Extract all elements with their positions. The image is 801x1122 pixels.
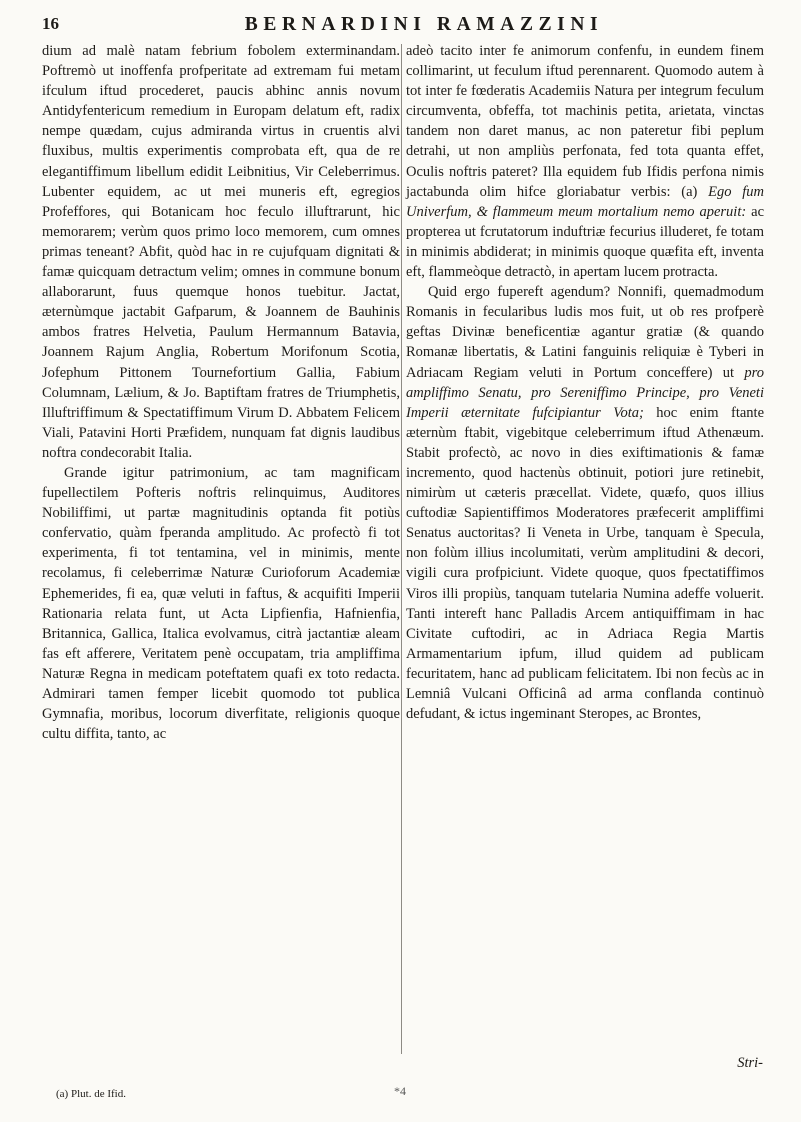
left-column <box>42 41 400 744</box>
footnote-reference: (a) <box>681 183 698 200</box>
vota-phrase: pro ampliffimo Senatu, pro Sereniffimo Principe, pro Veneti Imperii æternitate fufcipiantur Vota; <box>406 364 765 421</box>
page-header <box>42 14 764 38</box>
right-paragraph-2-text-b: hoc enim ftante æternùm ftabit, vigebitque celeberrimum iftud Athenæum. Stabit profectò, ac novo in dies exiftimationis & famæ incremento, quod hactenùs obtinuit, potiori jure retinebit, nimirùm ut cæteris præcellat. Videte, quæfo, quos illius cuftodiæ Sapientiffimos Moderatores præfecerit ampliffimi Senatus auctoritas? Ii Veneta in Urbe, tanquam è Specula, non folùm illius incolumitati, verùm amplitudini & decori, vigili cura profpiciunt. Videte quoque, quos fpectatiffimos Viros illi propiùs, tanquam tutelaria Numina adeffe voluerit. Tanti intereft hanc Palladis Arcem antiquiffimam in hac Civitate cuftodiri, ac in Adriaca Regia Martis Armamentarium ipfum, illud quidem ad publicam fecuritatem, hanc ad publicam felicitatem. Ibi non fecùs ac in Lemniâ Vulcani Officinâ ad arma conflanda continuò defudant, & ictus ingeminant Steropes, ac Brontes, <box>406 404 764 723</box>
right-paragraph-2-text-a: Quid ergo fupereft agendum? Nonnifi, quemadmodum Romanis in fecularibus ludis mos fuit, ut ob res profperè geftas Divinæ beneficentiæ agantur gratiæ (& quando Romanæ libertatis, & Latini fanguinis reliquiæ è Tyberi in Adriacam Regiam veluti in Portum conceffere) ut <box>406 284 764 381</box>
catchword: Stri- <box>737 1055 763 1071</box>
right-paragraph-1-text-a: adeò tacito inter fe animorum confenfu, in eundem finem collimarint, ut feculum iftud perennarent. Quomodo autem à tot inter fe fœderatis Academiis Natura per integrum feculum circumventa, obfeffa, tot machinis petita, arietata, vinctas tandem non daret manus, ac non pateretur fibi peplum detrahi, ut non ampliùs perfonata, fed tota quanta effet, Oculis noftris pateret? Illa equidem fub Ifidis perfona nimis jactabunda olim hifce gloriabatur verbis: <box>406 43 764 200</box>
right-paragraph-2 <box>406 282 764 724</box>
right-column <box>406 41 764 724</box>
footnote: (a) Plut. de Ifid. <box>56 1088 126 1100</box>
running-head: BERNARDINI RAMAZZINI <box>244 14 604 35</box>
isis-quote: Ego fum Univerfum, & flammeum meum mortalium nemo aperuit: <box>406 183 764 220</box>
right-paragraph-1 <box>406 41 764 282</box>
right-paragraph-1-text-b: ac propterea ut fcrutatorum induftriæ fecurius illuderet, fe totam in minimis abdiderat; in minimis quoque quæfita eft, inventa eft, flammeòque detractò, in apertam lucem protracta. <box>406 203 765 281</box>
left-paragraph-2: Grande igitur patrimonium, ac tam magnificam fupellectilem Pofteris noftris relinquimus, Auditores Nobiliffimi, ut partæ magnitudinis optanda fit potiùs confervatio, quàm fperanda amplitudo. Ac profectò fi tot experimenta, fi tot tentamina, vel in minimis, mente recolamus, fi celeberrimæ Naturæ Curioforum Academiæ Ephemerides, fi ea, quæ veluti in faftus, & acquifiti Imperii Rationaria relata funt, ut Acta Lipfienfia, Hafnienfia, Britannica, Gallica, Italica evolvamus, citrà jactantiæ aleam fas eft afferere, Veritatem penè occupatam, tria ampliffima Naturæ Regna in medicam poteftatem quafi ex toto redacta. Admirari tamen femper licebit quomodo tot publica Gymnafia, moribus, locorum diverfitate, religionis quoque cultu diffita, tanto, ac <box>42 464 400 743</box>
page-number: 16 <box>42 14 59 33</box>
left-paragraph-1: dium ad malè natam febrium fobolem exterminandam. Poftremò ut inoffenfa profperitate ad extremam fui metam ifculum iftud procederet, paucis abhinc annis novum Antidyfentericum remedium in Europam delatum eft, radix nempe quædam, cujus admiranda virtus in cruentis alvi fluxibus, multis experimentis comprobata eft, qua de re elegantiffimum libellum edidit Leibnitius, Vir Celeberrimus. Lubenter equidem, ac ut mei muneris eft, egregios Profeffores, qui Botanicam hoc feculo illuftrarunt, hic memorarem; verùm quos primo loco memorem, cum omnes primas teneant? Abfit, quòd hac in re cujufquam dignitati & famæ quicquam detractum velim; omnes in commune bonum allaborarunt, fuus quemque honos tuebitur. Jactat, æternùmque jactabit Gafparum, & Joannem de Bauhinis ambos fratres Helvetia, Paulum Hermannum Batavia, Joannem Rajum Anglia, Robertum Morifonum Scotia, Jofephum Pittonem Tournefortium Gallia, Fabium Columnam, Lælium, & Jo. Baptiftam fratres de Triumphetis, Illuftriffimum & Spectatiffimum Virum D. Abbatem Felicem Viali, Patavini Horti Præfidem, nunquam fat dignis laudibus noftra condecorabit Italia. <box>42 43 400 461</box>
column-divider <box>401 44 402 1054</box>
printer-signature-mark: *4 <box>394 1084 406 1098</box>
